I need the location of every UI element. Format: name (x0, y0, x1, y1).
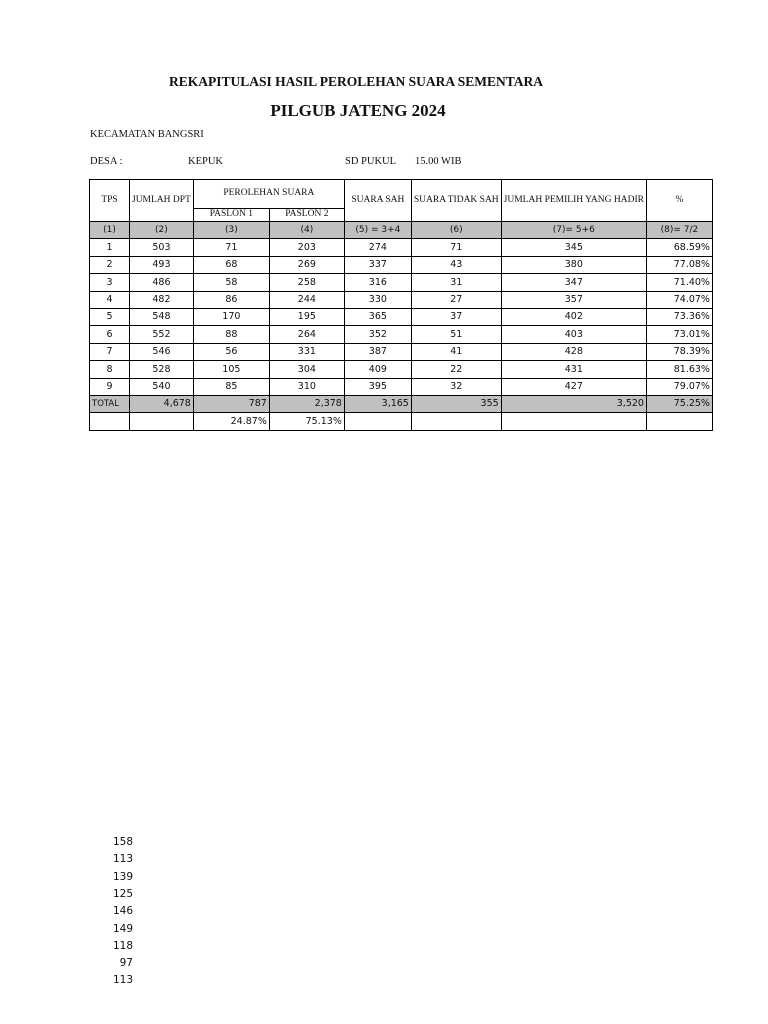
total-suara-tidak-sah: 355 (411, 395, 501, 412)
side-list-item: 158 (112, 836, 133, 848)
cell-dpt: 528 (130, 361, 194, 378)
code-cell: (3) (193, 222, 269, 239)
cell-pemilih-hadir: 427 (501, 378, 646, 395)
cell-paslon-2: 264 (269, 326, 344, 343)
cell-dpt: 486 (130, 274, 194, 291)
code-cell: (2) (130, 222, 194, 239)
cell-tps: 3 (90, 274, 130, 291)
share-row (90, 413, 713, 430)
cell-paslon-2: 310 (269, 378, 344, 395)
cell-persen: 71.40% (646, 274, 712, 291)
code-cell: (5) = 3+4 (344, 222, 411, 239)
cell-pemilih-hadir: 345 (501, 239, 646, 256)
code-cell: (7)= 5+6 (501, 222, 646, 239)
cell-persen: 81.63% (646, 361, 712, 378)
cell-paslon-2: 244 (269, 291, 344, 308)
total-paslon-1: 787 (193, 395, 269, 412)
header-paslon-1: PASLON 1 (193, 209, 269, 222)
total-label: TOTAL (90, 395, 130, 412)
total-paslon-2: 2,378 (269, 395, 344, 412)
empty-cell (646, 413, 712, 430)
table-row (90, 308, 713, 325)
table-row (90, 291, 713, 308)
pukul-label: SD PUKUL (345, 156, 397, 167)
cell-suara-tidak-sah: 51 (411, 326, 501, 343)
cell-dpt: 548 (130, 308, 194, 325)
empty-cell (90, 413, 130, 430)
table-row (90, 343, 713, 360)
cell-tps: 4 (90, 291, 130, 308)
cell-suara-tidak-sah: 27 (411, 291, 501, 308)
total-suara-sah: 3,165 (344, 395, 411, 412)
cell-suara-tidak-sah: 43 (411, 256, 501, 273)
cell-paslon-1: 85 (193, 378, 269, 395)
cell-suara-tidak-sah: 41 (411, 343, 501, 360)
header-suara-sah: SUARA SAH (344, 180, 411, 222)
total-pemilih-hadir: 3,520 (501, 395, 646, 412)
code-cell: (1) (90, 222, 130, 239)
cell-tps: 9 (90, 378, 130, 395)
cell-persen: 77.08% (646, 256, 712, 273)
share-paslon-2: 75.13% (269, 413, 344, 430)
cell-persen: 68.59% (646, 239, 712, 256)
cell-suara-sah: 316 (344, 274, 411, 291)
cell-persen: 78.39% (646, 343, 712, 360)
side-list-item: 146 (112, 905, 133, 918)
header-tps: TPS (90, 180, 130, 222)
desa-label: DESA : (90, 156, 123, 167)
header-persen: % (646, 180, 712, 222)
side-list-item: 125 (112, 887, 133, 900)
cell-paslon-1: 56 (193, 343, 269, 360)
share-paslon-1: 24.87% (193, 413, 269, 430)
cell-paslon-2: 195 (269, 308, 344, 325)
cell-suara-tidak-sah: 37 (411, 308, 501, 325)
code-cell: (6) (411, 222, 501, 239)
side-list-item: 149 (112, 922, 133, 935)
cell-paslon-2: 304 (269, 361, 344, 378)
header-dpt: JUMLAH DPT (130, 180, 194, 222)
cell-pemilih-hadir: 357 (501, 291, 646, 308)
vote-recap-table (89, 179, 713, 431)
cell-paslon-2: 331 (269, 343, 344, 360)
cell-persen: 73.01% (646, 326, 712, 343)
empty-cell (130, 413, 194, 430)
cell-dpt: 482 (130, 291, 194, 308)
cell-dpt: 503 (130, 239, 194, 256)
total-row (90, 395, 713, 412)
pukul-value: 15.00 WIB (415, 156, 462, 167)
cell-suara-sah: 387 (344, 343, 411, 360)
empty-cell (411, 413, 501, 430)
total-persen: 75.25% (646, 395, 712, 412)
cell-suara-sah: 365 (344, 308, 411, 325)
header-pemilih-hadir: JUMLAH PEMILIH YANG HADIR (501, 180, 646, 222)
cell-paslon-1: 88 (193, 326, 269, 343)
header-perolehan: PEROLEHAN SUARA (193, 180, 344, 209)
code-cell: (8)= 7/2 (646, 222, 712, 239)
cell-pemilih-hadir: 347 (501, 274, 646, 291)
cell-paslon-1: 86 (193, 291, 269, 308)
side-list-item: 118 (112, 939, 133, 952)
cell-suara-tidak-sah: 32 (411, 378, 501, 395)
cell-suara-sah: 337 (344, 256, 411, 273)
document-subtitle: PILGUB JATENG 2024 (270, 101, 446, 120)
table-row (90, 326, 713, 343)
kecamatan-label: KECAMATAN BANGSRI (90, 129, 204, 140)
cell-tps: 8 (90, 361, 130, 378)
cell-paslon-2: 269 (269, 256, 344, 273)
header-paslon-2: PASLON 2 (269, 209, 344, 222)
cell-paslon-1: 105 (193, 361, 269, 378)
side-list-item: 113 (112, 853, 133, 866)
cell-suara-tidak-sah: 31 (411, 274, 501, 291)
code-cell: (4) (269, 222, 344, 239)
empty-cell (344, 413, 411, 430)
side-list-item: 139 (112, 870, 133, 883)
side-list-item: 113 (112, 974, 133, 987)
cell-tps: 7 (90, 343, 130, 360)
cell-suara-tidak-sah: 22 (411, 361, 501, 378)
table-row (90, 256, 713, 273)
cell-persen: 73.36% (646, 308, 712, 325)
cell-pemilih-hadir: 431 (501, 361, 646, 378)
table-row (90, 361, 713, 378)
cell-paslon-1: 68 (193, 256, 269, 273)
cell-pemilih-hadir: 403 (501, 326, 646, 343)
desa-value: KEPUK (188, 156, 224, 167)
cell-tps: 5 (90, 308, 130, 325)
table-row (90, 239, 713, 256)
cell-persen: 74.07% (646, 291, 712, 308)
cell-suara-sah: 409 (344, 361, 411, 378)
column-code-row (90, 222, 713, 239)
cell-paslon-2: 258 (269, 274, 344, 291)
cell-pemilih-hadir: 428 (501, 343, 646, 360)
table-row (90, 274, 713, 291)
side-list-item: 97 (119, 957, 133, 970)
cell-tps: 6 (90, 326, 130, 343)
cell-suara-tidak-sah: 71 (411, 239, 501, 256)
cell-dpt: 546 (130, 343, 194, 360)
cell-pemilih-hadir: 380 (501, 256, 646, 273)
table-row (90, 378, 713, 395)
cell-paslon-1: 58 (193, 274, 269, 291)
cell-pemilih-hadir: 402 (501, 308, 646, 325)
total-dpt: 4,678 (130, 395, 194, 412)
cell-suara-sah: 352 (344, 326, 411, 343)
cell-dpt: 552 (130, 326, 194, 343)
cell-suara-sah: 330 (344, 291, 411, 308)
cell-suara-sah: 274 (344, 239, 411, 256)
cell-tps: 2 (90, 256, 130, 273)
cell-dpt: 540 (130, 378, 194, 395)
cell-paslon-1: 170 (193, 308, 269, 325)
cell-persen: 79.07% (646, 378, 712, 395)
cell-dpt: 493 (130, 256, 194, 273)
cell-paslon-2: 203 (269, 239, 344, 256)
cell-tps: 1 (90, 239, 130, 256)
cell-paslon-1: 71 (193, 239, 269, 256)
empty-cell (501, 413, 646, 430)
document-title: REKAPITULASI HASIL PEROLEHAN SUARA SEMENTARA (168, 74, 544, 89)
header-suara-tidak-sah: SUARA TIDAK SAH (411, 180, 501, 222)
cell-suara-sah: 395 (344, 378, 411, 395)
